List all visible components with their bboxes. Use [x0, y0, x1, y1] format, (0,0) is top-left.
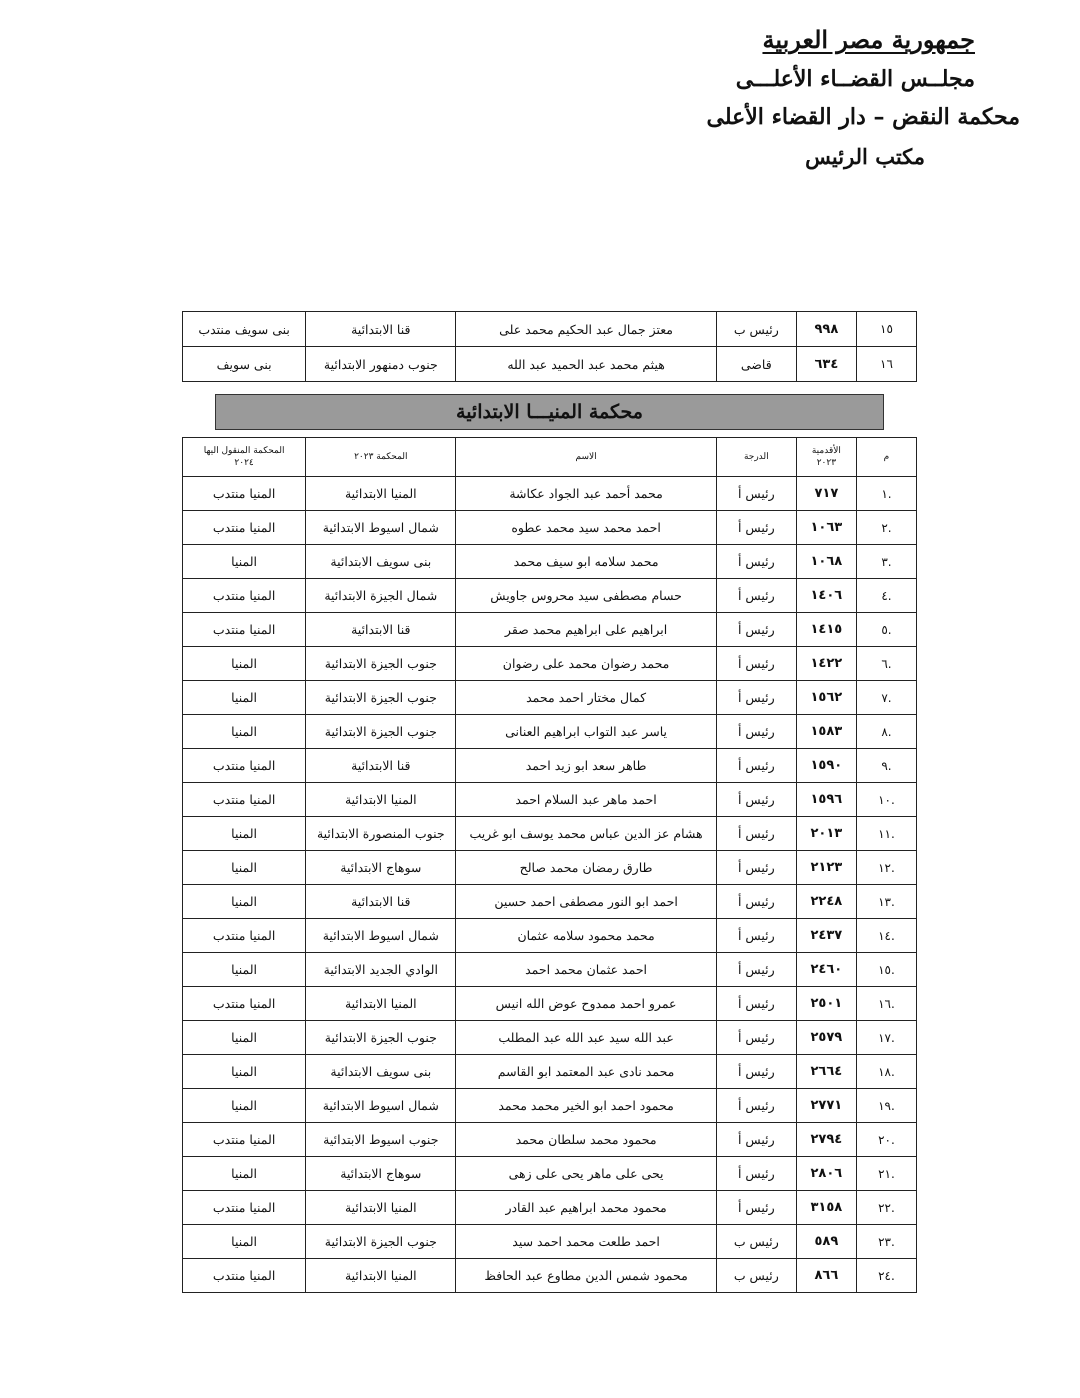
- cell-name: كمال مختار احمد محمد: [456, 681, 716, 715]
- cell-name: يحى على ماهر يحى على زهى: [456, 1157, 716, 1191]
- cell-name: محمد سلامه ابو سيف محمد: [456, 545, 716, 579]
- col-header-court-2023: المحكمة ٢٠٢٣: [306, 438, 456, 477]
- cell-court-2024: المنيا منتدب: [183, 783, 306, 817]
- cell-index: .٢: [856, 511, 916, 545]
- cell-court-2024: بنى سويف: [183, 347, 306, 382]
- table-row: [183, 312, 917, 347]
- cell-rank: رئيس ب: [716, 312, 796, 347]
- cell-seniority: ١٥٦٢: [796, 681, 856, 715]
- cell-court-2024: المنيا منتدب: [183, 613, 306, 647]
- cell-court-2023: جنوب الجيزة الابتدائية: [306, 1021, 456, 1055]
- cell-court-2023: قنا الابتدائية: [306, 312, 456, 347]
- cell-court-2024: المنيا: [183, 681, 306, 715]
- cell-seniority: ٢١٢٣: [796, 851, 856, 885]
- table-row: [183, 1191, 917, 1225]
- table-row: [183, 783, 917, 817]
- cell-rank: رئيس أ: [716, 511, 796, 545]
- cell-rank: رئيس أ: [716, 545, 796, 579]
- cell-index: .٩: [856, 749, 916, 783]
- cell-rank: رئيس أ: [716, 749, 796, 783]
- cell-seniority: ١٤٠٦: [796, 579, 856, 613]
- cell-index: .١٣: [856, 885, 916, 919]
- cell-name: محمود شمس الدين مطاوع عبد الحافظ: [456, 1259, 716, 1293]
- cell-index: .٢٤: [856, 1259, 916, 1293]
- cell-name: محمد نادى عبد المعتمد ابو القاسم: [456, 1055, 716, 1089]
- cell-court-2024: المنيا: [183, 1089, 306, 1123]
- cell-court-2024: المنيا: [183, 885, 306, 919]
- cell-court-2023: سوهاج الابتدائية: [306, 851, 456, 885]
- cell-index: .١٥: [856, 953, 916, 987]
- col-header-rank: الدرجة: [716, 438, 796, 477]
- cell-name: طاهر سعد ابو زيد احمد: [456, 749, 716, 783]
- previous-section-table: [182, 311, 917, 382]
- cell-index: .١٤: [856, 919, 916, 953]
- cell-court-2024: المنيا منتدب: [183, 477, 306, 511]
- table-row: [183, 1055, 917, 1089]
- cell-court-2024: المنيا: [183, 1225, 306, 1259]
- table-row: [183, 987, 917, 1021]
- cell-seniority: ٢٤٦٠: [796, 953, 856, 987]
- cell-court-2023: بنى سويف الابتدائية: [306, 1055, 456, 1089]
- cell-rank: رئيس أ: [716, 1055, 796, 1089]
- table-row: [183, 681, 917, 715]
- table-row: [183, 851, 917, 885]
- cell-rank: رئيس أ: [716, 681, 796, 715]
- table-row: [183, 1123, 917, 1157]
- cell-index: .٨: [856, 715, 916, 749]
- table-row: [183, 919, 917, 953]
- cell-index: .٥: [856, 613, 916, 647]
- cell-court-2024: المنيا منتدب: [183, 579, 306, 613]
- cell-rank: رئيس أ: [716, 1021, 796, 1055]
- cell-court-2024: المنيا: [183, 1157, 306, 1191]
- cell-name: احمد ماهر عبد السلام احمد: [456, 783, 716, 817]
- cell-court-2023: قنا الابتدائية: [306, 613, 456, 647]
- cell-court-2023: المنيا الابتدائية: [306, 783, 456, 817]
- cell-name: ابراهيم على ابراهيم محمد صقر: [456, 613, 716, 647]
- cell-index: .١٦: [856, 987, 916, 1021]
- cell-name: محمد رضوان محمد على رضوان: [456, 647, 716, 681]
- table-row: [183, 1225, 917, 1259]
- cell-court-2023: المنيا الابتدائية: [306, 477, 456, 511]
- cell-rank: قاضى: [716, 347, 796, 382]
- table-row: [183, 1259, 917, 1293]
- cell-name: هيثم محمد عبد الحميد عبد الله: [456, 347, 716, 382]
- cell-name: محمود محمد ابراهيم عبد القادر: [456, 1191, 716, 1225]
- cell-index: ١٥: [856, 312, 916, 347]
- cell-rank: رئيس أ: [716, 1123, 796, 1157]
- cell-court-2023: الوادي الجديد الابتدائية: [306, 953, 456, 987]
- cell-seniority: ٢٨٠٦: [796, 1157, 856, 1191]
- table-row: [183, 817, 917, 851]
- cell-court-2024: المنيا: [183, 1055, 306, 1089]
- cell-court-2023: جنوب الجيزة الابتدائية: [306, 647, 456, 681]
- cell-court-2023: جنوب دمنهور الابتدائية: [306, 347, 456, 382]
- cell-name: عمرو احمد ممدوح عوض الله انيس: [456, 987, 716, 1021]
- cell-index: .١٩: [856, 1089, 916, 1123]
- cell-court-2023: المنيا الابتدائية: [306, 1191, 456, 1225]
- table-row: [183, 1021, 917, 1055]
- cell-seniority: ٨٦٦: [796, 1259, 856, 1293]
- table-row: [183, 647, 917, 681]
- col-header-court-2024: المحكمة المنقول اليها ٢٠٢٤: [183, 438, 306, 477]
- cell-seniority: ٢٤٣٧: [796, 919, 856, 953]
- cell-seniority: ١٤١٥: [796, 613, 856, 647]
- cell-rank: رئيس ب: [716, 1225, 796, 1259]
- cell-seniority: ٧١٧: [796, 477, 856, 511]
- cell-index: .١٧: [856, 1021, 916, 1055]
- cell-index: .٧: [856, 681, 916, 715]
- cell-index: .٢٣: [856, 1225, 916, 1259]
- cell-seniority: ١٥٨٣: [796, 715, 856, 749]
- cell-seniority: ١٠٦٨: [796, 545, 856, 579]
- cell-court-2023: شمال الجيزة الابتدائية: [306, 579, 456, 613]
- office-title: مكتب الرئيس: [805, 144, 925, 169]
- cell-index: .٤: [856, 579, 916, 613]
- table-row: [183, 579, 917, 613]
- cell-index: .١٨: [856, 1055, 916, 1089]
- cell-court-2023: المنيا الابتدائية: [306, 987, 456, 1021]
- cell-rank: رئيس أ: [716, 851, 796, 885]
- cell-seniority: ١٤٢٢: [796, 647, 856, 681]
- table-header-row: [183, 438, 917, 477]
- table-row: [183, 613, 917, 647]
- cell-seniority: ٦٣٤: [796, 347, 856, 382]
- cell-seniority: ٣١٥٨: [796, 1191, 856, 1225]
- cell-index: .٢١: [856, 1157, 916, 1191]
- cell-seniority: ١٠٦٣: [796, 511, 856, 545]
- cell-seniority: ٩٩٨: [796, 312, 856, 347]
- cell-court-2024: المنيا: [183, 715, 306, 749]
- cell-rank: رئيس أ: [716, 987, 796, 1021]
- cell-rank: رئيس أ: [716, 579, 796, 613]
- cell-index: .١٢: [856, 851, 916, 885]
- table-row: [183, 1157, 917, 1191]
- table-row: [183, 953, 917, 987]
- country-title: جمهورية مصر العربية: [762, 25, 975, 54]
- cell-name: حسام مصطفى سيد محروس جاويش: [456, 579, 716, 613]
- table-row: [183, 477, 917, 511]
- cell-court-2024: المنيا منتدب: [183, 1191, 306, 1225]
- table-row: [183, 545, 917, 579]
- cell-seniority: ٢٥٧٩: [796, 1021, 856, 1055]
- cell-court-2023: جنوب الجيزة الابتدائية: [306, 1225, 456, 1259]
- cell-name: احمد عثمان محمد احمد: [456, 953, 716, 987]
- table-row: [183, 715, 917, 749]
- cell-seniority: ٢٢٤٨: [796, 885, 856, 919]
- cell-court-2023: جنوب اسيوط الابتدائية: [306, 1123, 456, 1157]
- col-header-name: الاسم: [456, 438, 716, 477]
- cell-name: احمد ابو النور مصطفى احمد حسين: [456, 885, 716, 919]
- cell-court-2024: المنيا: [183, 851, 306, 885]
- cell-seniority: ٢٧٩٤: [796, 1123, 856, 1157]
- cell-court-2024: المنيا: [183, 1021, 306, 1055]
- cell-rank: رئيس أ: [716, 1191, 796, 1225]
- table-row: [183, 347, 917, 382]
- cell-court-2024: المنيا: [183, 545, 306, 579]
- cell-index: .٣: [856, 545, 916, 579]
- cell-court-2023: بنى سويف الابتدائية: [306, 545, 456, 579]
- cell-court-2024: المنيا منتدب: [183, 919, 306, 953]
- cell-seniority: ١٥٩٠: [796, 749, 856, 783]
- cell-seniority: ١٥٩٦: [796, 783, 856, 817]
- cell-court-2024: المنيا منتدب: [183, 511, 306, 545]
- cell-seniority: ٢٧٧١: [796, 1089, 856, 1123]
- cell-seniority: ٢٥٠١: [796, 987, 856, 1021]
- cell-rank: رئيس أ: [716, 885, 796, 919]
- cell-name: هشام عز الدين عباس محمد يوسف ابو غريب: [456, 817, 716, 851]
- cell-rank: رئيس أ: [716, 1157, 796, 1191]
- cell-court-2023: شمال اسيوط الابتدائية: [306, 1089, 456, 1123]
- cell-court-2023: قنا الابتدائية: [306, 885, 456, 919]
- letterhead: [706, 25, 1021, 169]
- cell-index: .١٠: [856, 783, 916, 817]
- cell-court-2024: المنيا منتدب: [183, 1259, 306, 1293]
- cell-name: محمد أحمد عبد الجواد عكاشة: [456, 477, 716, 511]
- cell-court-2023: جنوب الجيزة الابتدائية: [306, 681, 456, 715]
- cell-seniority: ٢٦٦٤: [796, 1055, 856, 1089]
- cell-court-2024: المنيا منتدب: [183, 749, 306, 783]
- cell-court-2023: شمال اسيوط الابتدائية: [306, 511, 456, 545]
- cell-index: .٢٠: [856, 1123, 916, 1157]
- cell-rank: رئيس أ: [716, 613, 796, 647]
- cell-rank: رئيس أ: [716, 1089, 796, 1123]
- cell-court-2023: جنوب الجيزة الابتدائية: [306, 715, 456, 749]
- table-row: [183, 885, 917, 919]
- cell-rank: رئيس أ: [716, 953, 796, 987]
- cell-seniority: ٢٠١٣: [796, 817, 856, 851]
- cell-index: .١: [856, 477, 916, 511]
- cell-name: عبد الله سيد عبد الله عبد المطلب: [456, 1021, 716, 1055]
- cell-name: محمود احمد ابو الخير محمد محمد: [456, 1089, 716, 1123]
- cell-name: احمد محمد سيد محمد عطوه: [456, 511, 716, 545]
- table-row: [183, 511, 917, 545]
- judges-table: [182, 437, 917, 1293]
- cell-index: .٢٢: [856, 1191, 916, 1225]
- table-row: [183, 749, 917, 783]
- cell-index: .٦: [856, 647, 916, 681]
- cell-rank: رئيس أ: [716, 647, 796, 681]
- cell-court-2023: المنيا الابتدائية: [306, 1259, 456, 1293]
- cell-name: احمد طلعت محمد احمد سيد: [456, 1225, 716, 1259]
- cell-court-2024: المنيا: [183, 953, 306, 987]
- table-row: [183, 1089, 917, 1123]
- cell-rank: رئيس أ: [716, 477, 796, 511]
- section-title: محكمة المنيـــا الابتدائية: [215, 394, 884, 430]
- cell-court-2024: المنيا منتدب: [183, 1123, 306, 1157]
- cell-index: ١٦: [856, 347, 916, 382]
- col-header-m: م: [856, 438, 916, 477]
- cell-seniority: ٥٨٩: [796, 1225, 856, 1259]
- cell-court-2023: قنا الابتدائية: [306, 749, 456, 783]
- cell-court-2023: شمال اسيوط الابتدائية: [306, 919, 456, 953]
- cell-name: ياسر عبد التواب ابراهيم العنانى: [456, 715, 716, 749]
- cell-court-2023: جنوب المنصورة الابتدائية: [306, 817, 456, 851]
- cell-name: معتز جمال عبد الحكيم محمد على: [456, 312, 716, 347]
- cell-name: محمود محمد سلطان محمد: [456, 1123, 716, 1157]
- cell-name: طارق رمضان محمد صالح: [456, 851, 716, 885]
- cell-court-2023: سوهاج الابتدائية: [306, 1157, 456, 1191]
- cell-name: محمد محمود سلامه عثمان: [456, 919, 716, 953]
- cell-court-2024: المنيا منتدب: [183, 987, 306, 1021]
- cell-rank: رئيس أ: [716, 817, 796, 851]
- cell-court-2024: المنيا: [183, 817, 306, 851]
- court-title: محكمة النقض – دار القضاء الأعلى: [706, 104, 1020, 130]
- cell-index: .١١: [856, 817, 916, 851]
- cell-rank: رئيس ب: [716, 1259, 796, 1293]
- col-header-seniority: الأقدمية ٢٠٢٣: [796, 438, 856, 477]
- cell-rank: رئيس أ: [716, 783, 796, 817]
- council-title: مجلــس القضــاء الأعلـــى: [735, 66, 975, 92]
- cell-court-2024: المنيا: [183, 647, 306, 681]
- cell-court-2024: بنى سويف منتدب: [183, 312, 306, 347]
- cell-rank: رئيس أ: [716, 715, 796, 749]
- cell-rank: رئيس أ: [716, 919, 796, 953]
